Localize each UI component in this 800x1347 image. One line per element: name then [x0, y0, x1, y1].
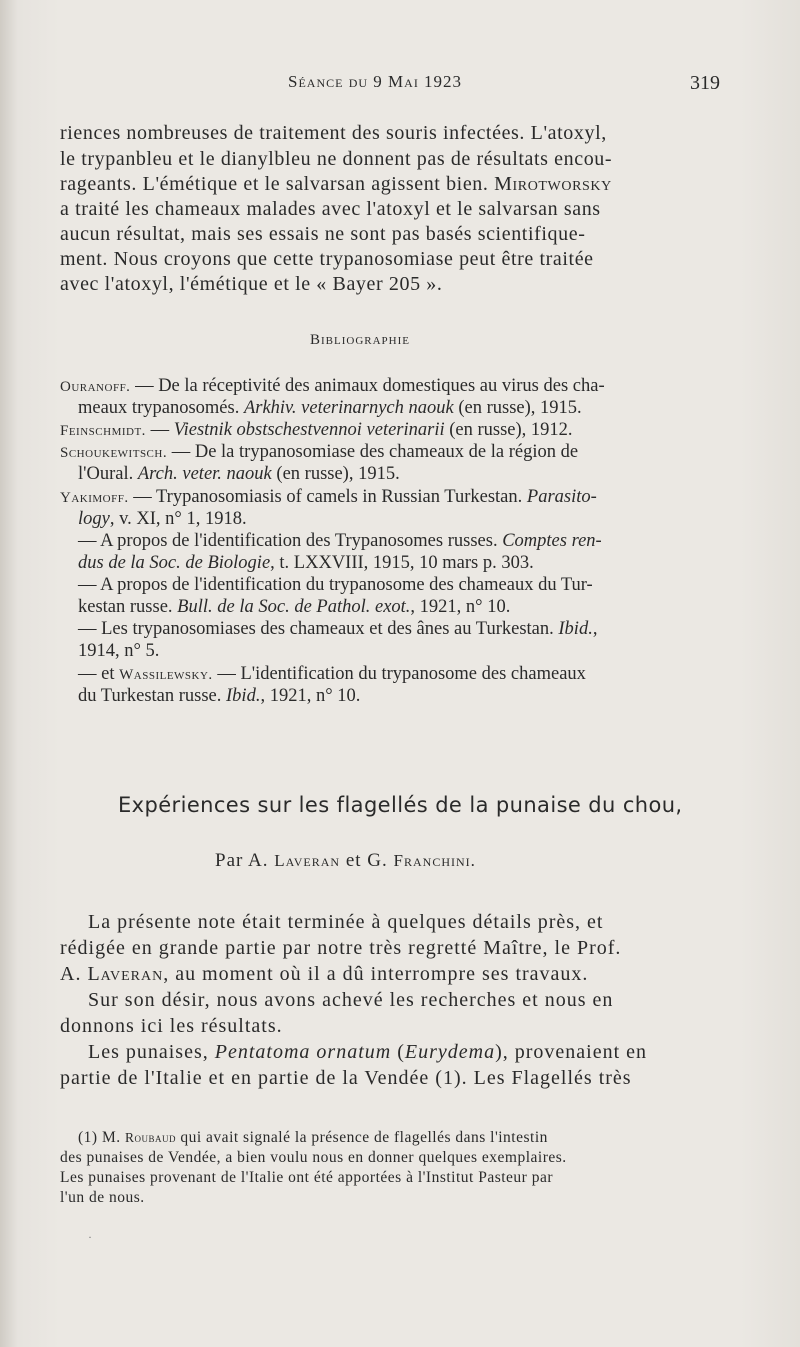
bib-entry-cont: logy, v. XI, n° 1, 1918. — [78, 509, 247, 529]
text-line: A. Laveran, au moment où il a dû interrompre ses travaux. — [60, 963, 589, 985]
bibliography-heading: Bibliographie — [310, 332, 410, 348]
bib-entry: — A propos de l'identification du trypanosome des chameaux du Tur- — [78, 575, 593, 595]
page-number: 319 — [690, 72, 720, 94]
print-speck: · — [88, 1230, 92, 1244]
text-line: riences nombreuses de traitement des souris infectées. L'atoxyl, — [60, 122, 607, 144]
author-name: Mirotworsky — [494, 173, 612, 195]
text-line: ment. Nous croyons que cette trypanosomiase peut être traitée — [60, 248, 594, 270]
text-line: avec l'atoxyl, l'émétique et le « Bayer 205 ». — [60, 273, 443, 295]
bib-entry: Feinschmidt. — Viestnik obstschestvennoi veterinarii (en russe), 1912. — [60, 420, 573, 440]
bib-entry: Yakimoff. — Trypanosomiasis of camels in Russian Turkestan. Parasito- — [60, 487, 597, 507]
text-line: donnons ici les résultats. — [60, 1015, 283, 1037]
running-header — [60, 72, 720, 102]
text-line: Les punaises, Pentatoma ornatum (Eurydema), provenaient en — [88, 1041, 648, 1063]
author-name: Franchini. — [393, 851, 476, 870]
bib-entry-cont: l'Oural. Arch. veter. naouk (en russe), 1915. — [78, 464, 400, 484]
bib-entry-cont: dus de la Soc. de Biologie, t. LXXVIII, 1915, 10 mars p. 303. — [78, 553, 534, 573]
bib-entry-cont: 1914, n° 5. — [78, 641, 160, 661]
text-line: Sur son désir, nous avons achevé les recherches et nous en — [88, 989, 614, 1011]
article-title: Expériences sur les flagellés de la punaise du chou, — [118, 793, 683, 817]
bib-entry: Ouranoff. — De la réceptivité des animaux domestiques au virus des cha- — [60, 376, 605, 396]
text-line: aucun résultat, mais ses essais ne sont pas basés scientifique- — [60, 223, 586, 245]
bib-entry: Schoukewitsch. — De la trypanosomiase des chameaux de la région de — [60, 442, 579, 462]
author-name: Laveran — [274, 851, 341, 870]
bib-entry: — Les trypanosomiases des chameaux et des ânes au Turkestan. Ibid., — [78, 619, 598, 639]
footnote-line: l'un de nous. — [60, 1189, 145, 1206]
bib-entry-cont: meaux trypanosomés. Arkhiv. veterinarnych naouk (en russe), 1915. — [78, 398, 582, 418]
text-line: La présente note était terminée à quelques détails près, et — [88, 911, 604, 933]
text-line: rédigée en grande partie par notre très regretté Maître, le Prof. — [60, 937, 622, 959]
bib-entry-cont: du Turkestan russe. Ibid., 1921, n° 10. — [78, 686, 361, 706]
text-line: partie de l'Italie et en partie de la Vendée (1). Les Flagellés très — [60, 1067, 632, 1089]
bib-entry: — A propos de l'identification des Trypanosomes russes. Comptes ren- — [78, 531, 602, 551]
bib-entry-cont: kestan russe. Bull. de la Soc. de Pathol. exot., 1921, n° 10. — [78, 597, 511, 617]
footnote-line: (1) M. Roubaud qui avait signalé la présence de flagellés dans l'intestin — [78, 1129, 548, 1146]
text-line: rageants. L'émétique et le salvarsan agissent bien. Mirotworsky — [60, 173, 612, 195]
running-title: Séance du 9 Mai 1923 — [288, 72, 463, 91]
footnote-line: des punaises de Vendée, a bien voulu nous en donner quelques exemplaires. — [60, 1149, 567, 1166]
footnote-line: Les punaises provenant de l'Italie ont été apportées à l'Institut Pasteur par — [60, 1169, 554, 1186]
bib-entry: — et Wassilewsky. — L'identification du trypanosome des chameaux — [78, 664, 586, 684]
text-line: le trypanbleu et le dianylbleu ne donnent pas de résultats encou- — [60, 148, 613, 170]
article-byline: Par A. Laveran et G. Franchini. — [215, 850, 476, 871]
text-line: a traité les chameaux malades avec l'atoxyl et le salvarsan sans — [60, 198, 601, 220]
